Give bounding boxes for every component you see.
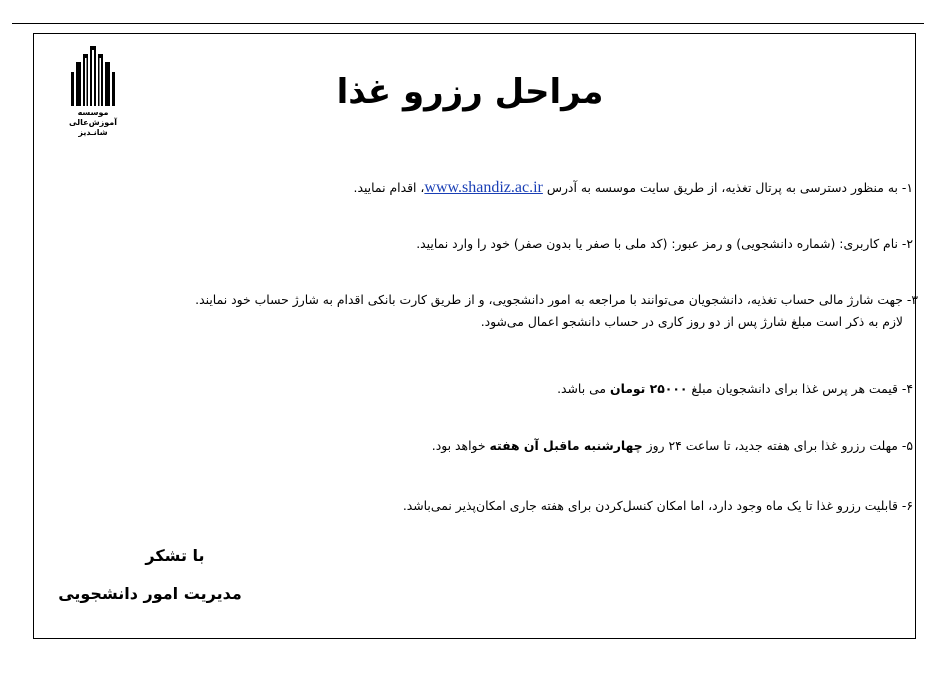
- website-link[interactable]: www.shandiz.ac.ir: [424, 179, 543, 196]
- reservation-deadline: چهارشنبه ماقبل آن هفته: [489, 438, 643, 453]
- signature-thanks: با تشکر: [145, 546, 205, 565]
- top-rule: [12, 23, 924, 24]
- instruction-item-1: [354, 177, 914, 199]
- item-3-line2: لازم به ذکر است مبلغ شارژ پس از دو روز کاری در حساب دانشجو اعمال می‌شود.: [480, 314, 903, 329]
- item-1-suffix: ، اقدام نمایید.: [353, 180, 425, 195]
- signature-office: مدیریت امور دانشجویی: [58, 584, 242, 603]
- instruction-item-6: ۶- قابلیت رزرو غذا تا یک ماه وجود دارد، اما امکان کنسل‌کردن برای هفته جاری امکان‌پذیر نمی‌باشد.: [402, 498, 913, 513]
- item-5-suffix: خواهد بود.: [431, 438, 490, 453]
- item-4-suffix: می باشد.: [557, 381, 610, 396]
- instruction-item-2: ۲- نام کاربری: (شماره دانشجویی) و رمز عبور: (کد ملی با صفر یا بدون صفر) خود را وارد نمایید.: [416, 236, 913, 251]
- item-4-prefix: ۴- قیمت هر پرس غذا برای دانشجویان مبلغ: [687, 381, 913, 396]
- page-title: مراحل رزرو غذا: [336, 72, 604, 112]
- instruction-item-5: [432, 435, 913, 457]
- institute-logo: [68, 42, 118, 150]
- item-1-prefix: ۱- به منظور دسترسی به پرتال تغذیه، از طریق سایت موسسه به آدرس: [542, 180, 913, 195]
- meal-price: ۲۵۰۰۰ تومان: [610, 381, 688, 396]
- logo-emblem-icon: [71, 42, 115, 108]
- instruction-item-4: [557, 378, 913, 400]
- item-5-prefix: ۵- مهلت رزرو غذا برای هفته جدید، تا ساعت ۲۴ روز: [642, 438, 913, 453]
- logo-text-line2: آموزش‌عالی: [69, 118, 117, 127]
- instruction-item-3: [195, 289, 918, 333]
- item-3-line1: ۳- جهت شارژ مالی حساب تغذیه، دانشجویان می‌توانند با مراجعه به امور دانشجویی، و از طریق کارت بانکی اقدام به شارژ حساب خود نمایند.: [195, 292, 918, 307]
- logo-text-line3: شانـدیز: [78, 128, 108, 137]
- logo-text-line1: موسسه: [77, 108, 109, 117]
